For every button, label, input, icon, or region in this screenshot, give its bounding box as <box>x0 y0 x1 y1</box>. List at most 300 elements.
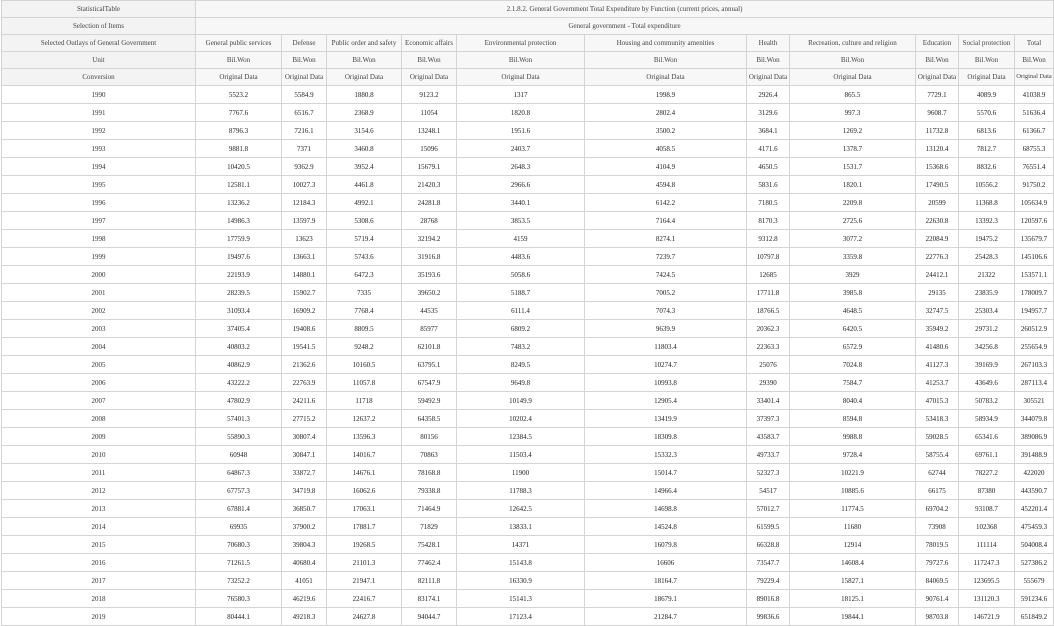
value-cell: 39650.2 <box>402 284 457 302</box>
value-cell: 7768.4 <box>327 302 402 320</box>
value-cell: 63795.1 <box>402 356 457 374</box>
conversion-cell: Original Data <box>959 69 1015 86</box>
value-cell: 3129.6 <box>747 104 790 122</box>
value-cell: 5719.4 <box>327 230 402 248</box>
value-cell: 21362.6 <box>282 356 327 374</box>
table-row <box>2 464 1054 482</box>
value-cell: 4594.8 <box>585 176 747 194</box>
column-header: Housing and community amenities <box>585 35 747 52</box>
value-cell: 422020 <box>1015 464 1054 482</box>
value-cell: 41051 <box>282 572 327 590</box>
table-row <box>2 86 1054 104</box>
value-cell: 5188.7 <box>457 284 585 302</box>
value-cell: 7180.5 <box>747 194 790 212</box>
column-header: Economic affairs <box>402 35 457 52</box>
value-cell: 23835.9 <box>959 284 1015 302</box>
unit-label: Unit <box>2 52 196 69</box>
year-cell: 1993 <box>2 140 196 158</box>
value-cell: 102368 <box>959 518 1015 536</box>
value-cell: 49733.7 <box>747 446 790 464</box>
value-cell: 4483.6 <box>457 248 585 266</box>
value-cell: 16330.9 <box>457 572 585 590</box>
year-cell: 1997 <box>2 212 196 230</box>
value-cell: 5743.6 <box>327 248 402 266</box>
value-cell: 62744 <box>916 464 959 482</box>
value-cell: 79338.8 <box>402 482 457 500</box>
value-cell: 12184.3 <box>282 194 327 212</box>
value-cell: 69935 <box>196 518 282 536</box>
value-cell: 3929 <box>790 266 916 284</box>
value-cell: 17490.5 <box>916 176 959 194</box>
value-cell: 6572.9 <box>790 338 916 356</box>
value-cell: 40862.9 <box>196 356 282 374</box>
outlays-label: Selected Outlays of General Government <box>2 35 196 52</box>
value-cell: 9248.2 <box>327 338 402 356</box>
value-cell: 7483.2 <box>457 338 585 356</box>
value-cell: 527386.2 <box>1015 554 1054 572</box>
unit-cell: Bil.Won <box>196 52 282 69</box>
value-cell: 13623 <box>282 230 327 248</box>
table-row <box>2 212 1054 230</box>
value-cell: 389086.9 <box>1015 428 1054 446</box>
value-cell: 10420.5 <box>196 158 282 176</box>
value-cell: 43649.6 <box>959 374 1015 392</box>
unit-cell: Bil.Won <box>790 52 916 69</box>
value-cell: 7767.6 <box>196 104 282 122</box>
value-cell: 2966.6 <box>457 176 585 194</box>
value-cell: 10885.6 <box>790 482 916 500</box>
table-row <box>2 500 1054 518</box>
value-cell: 25076 <box>747 356 790 374</box>
value-cell: 13392.3 <box>959 212 1015 230</box>
value-cell: 3500.2 <box>585 122 747 140</box>
value-cell: 3952.4 <box>327 158 402 176</box>
value-cell: 7239.7 <box>585 248 747 266</box>
value-cell: 32747.5 <box>916 302 959 320</box>
value-cell: 52327.3 <box>747 464 790 482</box>
conversion-label: Conversion <box>2 69 196 86</box>
value-cell: 14966.4 <box>585 482 747 500</box>
unit-cell: Bil.Won <box>959 52 1015 69</box>
value-cell: 67547.9 <box>402 374 457 392</box>
table-row <box>2 104 1054 122</box>
value-cell: 78227.2 <box>959 464 1015 482</box>
table-row <box>2 176 1054 194</box>
value-cell: 9123.2 <box>402 86 457 104</box>
value-cell: 443590.7 <box>1015 482 1054 500</box>
table-row <box>2 356 1054 374</box>
value-cell: 7729.1 <box>916 86 959 104</box>
value-cell: 14676.1 <box>327 464 402 482</box>
value-cell: 39169.9 <box>959 356 1015 374</box>
year-cell: 2013 <box>2 500 196 518</box>
column-header: Health <box>747 35 790 52</box>
value-cell: 18679.1 <box>585 590 747 608</box>
year-cell: 1994 <box>2 158 196 176</box>
value-cell: 50783.2 <box>959 392 1015 410</box>
unit-cell: Bil.Won <box>1015 52 1054 69</box>
value-cell: 65341.6 <box>959 428 1015 446</box>
value-cell: 7005.2 <box>585 284 747 302</box>
value-cell: 89016.8 <box>747 590 790 608</box>
value-cell: 3684.1 <box>747 122 790 140</box>
value-cell: 51636.4 <box>1015 104 1054 122</box>
expenditure-table <box>1 0 1054 626</box>
value-cell: 11718 <box>327 392 402 410</box>
year-cell: 2007 <box>2 392 196 410</box>
column-header: Recreation, culture and religion <box>790 35 916 52</box>
value-cell: 11503.4 <box>457 446 585 464</box>
conversion-cell: Original Data <box>196 69 282 86</box>
value-cell: 25428.3 <box>959 248 1015 266</box>
value-cell: 22193.9 <box>196 266 282 284</box>
value-cell: 1820.1 <box>790 176 916 194</box>
value-cell: 7024.8 <box>790 356 916 374</box>
conversion-cell: Original Data <box>790 69 916 86</box>
table-row <box>2 590 1054 608</box>
value-cell: 73908 <box>916 518 959 536</box>
value-cell: 39804.3 <box>282 536 327 554</box>
value-cell: 7335 <box>327 284 402 302</box>
value-cell: 267103.3 <box>1015 356 1054 374</box>
value-cell: 46219.6 <box>282 590 327 608</box>
value-cell: 10274.7 <box>585 356 747 374</box>
table-row <box>2 320 1054 338</box>
value-cell: 452201.4 <box>1015 500 1054 518</box>
value-cell: 94044.7 <box>402 608 457 626</box>
value-cell: 14371 <box>457 536 585 554</box>
value-cell: 391488.9 <box>1015 446 1054 464</box>
value-cell: 123695.5 <box>959 572 1015 590</box>
value-cell: 18125.1 <box>790 590 916 608</box>
table-row <box>2 374 1054 392</box>
value-cell: 8170.3 <box>747 212 790 230</box>
value-cell: 15141.3 <box>457 590 585 608</box>
value-cell: 16079.8 <box>585 536 747 554</box>
value-cell: 10149.9 <box>457 392 585 410</box>
value-cell: 61366.7 <box>1015 122 1054 140</box>
value-cell: 7812.7 <box>959 140 1015 158</box>
value-cell: 2725.6 <box>790 212 916 230</box>
value-cell: 7164.4 <box>585 212 747 230</box>
value-cell: 10556.2 <box>959 176 1015 194</box>
value-cell: 35193.6 <box>402 266 457 284</box>
value-cell: 6813.6 <box>959 122 1015 140</box>
value-cell: 66328.8 <box>747 536 790 554</box>
value-cell: 6809.2 <box>457 320 585 338</box>
value-cell: 997.3 <box>790 104 916 122</box>
value-cell: 4104.9 <box>585 158 747 176</box>
value-cell: 73547.7 <box>747 554 790 572</box>
value-cell: 83174.1 <box>402 590 457 608</box>
value-cell: 82111.8 <box>402 572 457 590</box>
value-cell: 3985.8 <box>790 284 916 302</box>
value-cell: 33872.7 <box>282 464 327 482</box>
year-cell: 2006 <box>2 374 196 392</box>
value-cell: 71464.9 <box>402 500 457 518</box>
value-cell: 40803.2 <box>196 338 282 356</box>
table-row <box>2 284 1054 302</box>
value-cell: 7584.7 <box>790 374 916 392</box>
value-cell: 14016.7 <box>327 446 402 464</box>
value-cell: 21101.3 <box>327 554 402 572</box>
year-cell: 1992 <box>2 122 196 140</box>
value-cell: 73252.2 <box>196 572 282 590</box>
year-cell: 1999 <box>2 248 196 266</box>
value-cell: 6111.4 <box>457 302 585 320</box>
value-cell: 41480.6 <box>916 338 959 356</box>
value-cell: 651849.2 <box>1015 608 1054 626</box>
value-cell: 8594.8 <box>790 410 916 428</box>
value-cell: 8274.1 <box>585 230 747 248</box>
unit-cell: Bil.Won <box>457 52 585 69</box>
value-cell: 71829 <box>402 518 457 536</box>
conversion-cell: Original Data <box>327 69 402 86</box>
value-cell: 2209.8 <box>790 194 916 212</box>
value-cell: 111114 <box>959 536 1015 554</box>
table-row <box>2 608 1054 626</box>
value-cell: 20362.3 <box>747 320 790 338</box>
value-cell: 35949.2 <box>916 320 959 338</box>
value-cell: 15014.7 <box>585 464 747 482</box>
value-cell: 146721.9 <box>959 608 1015 626</box>
value-cell: 11057.8 <box>327 374 402 392</box>
value-cell: 98703.8 <box>916 608 959 626</box>
value-cell: 60948 <box>196 446 282 464</box>
value-cell: 21284.7 <box>585 608 747 626</box>
value-cell: 37900.2 <box>282 518 327 536</box>
value-cell: 19475.2 <box>959 230 1015 248</box>
value-cell: 58934.9 <box>959 410 1015 428</box>
value-cell: 4648.5 <box>790 302 916 320</box>
year-cell: 2000 <box>2 266 196 284</box>
value-cell: 135679.7 <box>1015 230 1054 248</box>
value-cell: 41127.3 <box>916 356 959 374</box>
value-cell: 287113.4 <box>1015 374 1054 392</box>
value-cell: 10202.4 <box>457 410 585 428</box>
value-cell: 80444.1 <box>196 608 282 626</box>
year-cell: 2010 <box>2 446 196 464</box>
stat-table-row <box>2 1 1054 18</box>
value-cell: 591234.6 <box>1015 590 1054 608</box>
value-cell: 67757.3 <box>196 482 282 500</box>
year-cell: 1991 <box>2 104 196 122</box>
value-cell: 19497.6 <box>196 248 282 266</box>
value-cell: 13833.1 <box>457 518 585 536</box>
selection-label: Selection of Items <box>2 18 196 35</box>
value-cell: 17759.9 <box>196 230 282 248</box>
value-cell: 11900 <box>457 464 585 482</box>
value-cell: 79727.6 <box>916 554 959 572</box>
value-cell: 255654.9 <box>1015 338 1054 356</box>
value-cell: 6516.7 <box>282 104 327 122</box>
value-cell: 4089.9 <box>959 86 1015 104</box>
value-cell: 54517 <box>747 482 790 500</box>
selection-row <box>2 18 1054 35</box>
value-cell: 34719.8 <box>282 482 327 500</box>
value-cell: 8249.5 <box>457 356 585 374</box>
value-cell: 194957.7 <box>1015 302 1054 320</box>
value-cell: 4058.5 <box>585 140 747 158</box>
value-cell: 22416.7 <box>327 590 402 608</box>
value-cell: 153571.1 <box>1015 266 1054 284</box>
stat-table-label: StatisticalTable <box>2 1 196 18</box>
value-cell: 5584.9 <box>282 86 327 104</box>
value-cell: 47802.9 <box>196 392 282 410</box>
value-cell: 10027.3 <box>282 176 327 194</box>
conversion-cell: Original Data <box>585 69 747 86</box>
value-cell: 13236.2 <box>196 194 282 212</box>
year-cell: 2012 <box>2 482 196 500</box>
value-cell: 59492.9 <box>402 392 457 410</box>
value-cell: 5523.2 <box>196 86 282 104</box>
value-cell: 30847.1 <box>282 446 327 464</box>
value-cell: 22763.9 <box>282 374 327 392</box>
conversion-cell: Original Data <box>282 69 327 86</box>
value-cell: 19268.5 <box>327 536 402 554</box>
value-cell: 13248.1 <box>402 122 457 140</box>
value-cell: 6420.5 <box>790 320 916 338</box>
year-cell: 2015 <box>2 536 196 554</box>
value-cell: 53418.3 <box>916 410 959 428</box>
value-cell: 13663.1 <box>282 248 327 266</box>
column-header: Total <box>1015 35 1054 52</box>
value-cell: 14880.1 <box>282 266 327 284</box>
value-cell: 91750.2 <box>1015 176 1054 194</box>
value-cell: 6142.2 <box>585 194 747 212</box>
year-cell: 1998 <box>2 230 196 248</box>
value-cell: 15096 <box>402 140 457 158</box>
value-cell: 2926.4 <box>747 86 790 104</box>
value-cell: 4992.1 <box>327 194 402 212</box>
value-cell: 77462.4 <box>402 554 457 572</box>
value-cell: 1269.2 <box>790 122 916 140</box>
value-cell: 27715.2 <box>282 410 327 428</box>
value-cell: 43583.7 <box>747 428 790 446</box>
value-cell: 1880.8 <box>327 86 402 104</box>
value-cell: 17123.4 <box>457 608 585 626</box>
year-cell: 2005 <box>2 356 196 374</box>
value-cell: 5058.6 <box>457 266 585 284</box>
unit-cell: Bil.Won <box>327 52 402 69</box>
value-cell: 18766.5 <box>747 302 790 320</box>
year-cell: 2011 <box>2 464 196 482</box>
value-cell: 70863 <box>402 446 457 464</box>
value-cell: 21322 <box>959 266 1015 284</box>
value-cell: 71261.5 <box>196 554 282 572</box>
value-cell: 76580.3 <box>196 590 282 608</box>
year-cell: 1990 <box>2 86 196 104</box>
value-cell: 69761.1 <box>959 446 1015 464</box>
unit-cell: Bil.Won <box>585 52 747 69</box>
table-row <box>2 266 1054 284</box>
value-cell: 12637.2 <box>327 410 402 428</box>
year-cell: 2008 <box>2 410 196 428</box>
value-cell: 9312.8 <box>747 230 790 248</box>
value-cell: 17881.7 <box>327 518 402 536</box>
value-cell: 15679.1 <box>402 158 457 176</box>
value-cell: 15332.3 <box>585 446 747 464</box>
value-cell: 14698.8 <box>585 500 747 518</box>
value-cell: 15902.7 <box>282 284 327 302</box>
value-cell: 61599.5 <box>747 518 790 536</box>
value-cell: 145106.6 <box>1015 248 1054 266</box>
value-cell: 17063.1 <box>327 500 402 518</box>
table-row <box>2 554 1054 572</box>
value-cell: 305521 <box>1015 392 1054 410</box>
value-cell: 24412.1 <box>916 266 959 284</box>
value-cell: 9608.7 <box>916 104 959 122</box>
value-cell: 68755.3 <box>1015 140 1054 158</box>
value-cell: 21947.1 <box>327 572 402 590</box>
value-cell: 55890.3 <box>196 428 282 446</box>
year-cell: 1995 <box>2 176 196 194</box>
value-cell: 13597.9 <box>282 212 327 230</box>
value-cell: 24211.6 <box>282 392 327 410</box>
value-cell: 62101.8 <box>402 338 457 356</box>
value-cell: 4171.6 <box>747 140 790 158</box>
value-cell: 93108.7 <box>959 500 1015 518</box>
value-cell: 69704.2 <box>916 500 959 518</box>
value-cell: 25303.4 <box>959 302 1015 320</box>
table-row <box>2 536 1054 554</box>
value-cell: 3154.6 <box>327 122 402 140</box>
value-cell: 18309.8 <box>585 428 747 446</box>
value-cell: 40680.4 <box>282 554 327 572</box>
value-cell: 555679 <box>1015 572 1054 590</box>
value-cell: 84069.5 <box>916 572 959 590</box>
value-cell: 12384.5 <box>457 428 585 446</box>
year-cell: 2003 <box>2 320 196 338</box>
unit-cell: Bil.Won <box>916 52 959 69</box>
value-cell: 44535 <box>402 302 457 320</box>
value-cell: 47015.3 <box>916 392 959 410</box>
value-cell: 10993.8 <box>585 374 747 392</box>
value-cell: 64358.5 <box>402 410 457 428</box>
value-cell: 31093.4 <box>196 302 282 320</box>
value-cell: 1317 <box>457 86 585 104</box>
value-cell: 33401.4 <box>747 392 790 410</box>
value-cell: 15143.8 <box>457 554 585 572</box>
selection-value: General government - Total expenditure <box>196 18 1054 35</box>
table-row <box>2 518 1054 536</box>
value-cell: 22630.8 <box>916 212 959 230</box>
value-cell: 3359.8 <box>790 248 916 266</box>
value-cell: 475459.3 <box>1015 518 1054 536</box>
value-cell: 36850.7 <box>282 500 327 518</box>
value-cell: 14986.3 <box>196 212 282 230</box>
value-cell: 11680 <box>790 518 916 536</box>
year-cell: 2001 <box>2 284 196 302</box>
value-cell: 865.5 <box>790 86 916 104</box>
value-cell: 10160.5 <box>327 356 402 374</box>
value-cell: 13596.3 <box>327 428 402 446</box>
value-cell: 12642.5 <box>457 500 585 518</box>
value-cell: 4461.8 <box>327 176 402 194</box>
table-row <box>2 338 1054 356</box>
value-cell: 1951.6 <box>457 122 585 140</box>
year-cell: 2002 <box>2 302 196 320</box>
value-cell: 41253.7 <box>916 374 959 392</box>
value-cell: 11732.8 <box>916 122 959 140</box>
value-cell: 17711.8 <box>747 284 790 302</box>
value-cell: 131120.3 <box>959 590 1015 608</box>
table-row <box>2 230 1054 248</box>
table-row <box>2 302 1054 320</box>
value-cell: 7216.1 <box>282 122 327 140</box>
table-row <box>2 428 1054 446</box>
column-header: Public order and safety <box>327 35 402 52</box>
